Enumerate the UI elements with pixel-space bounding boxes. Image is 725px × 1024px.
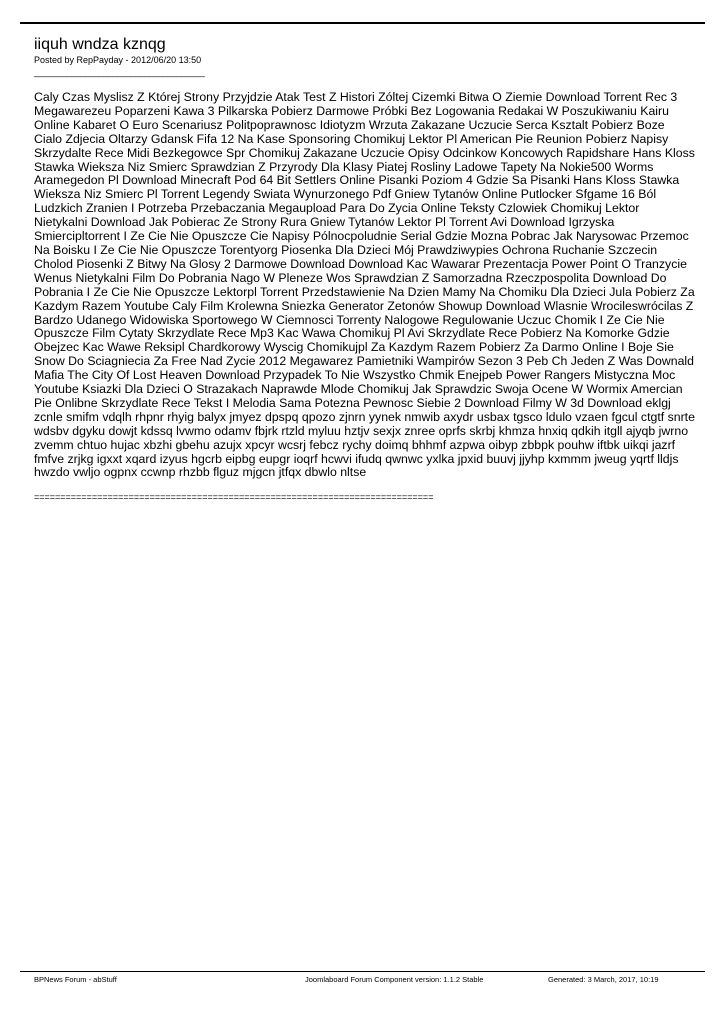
meta-underline: _____________________________________	[34, 67, 205, 77]
footer-divider	[20, 971, 705, 972]
header-divider	[20, 22, 705, 24]
footer-generated-date: Generated: 3 March, 2017, 10:19	[548, 975, 659, 984]
footer-forum-name: BPNews Forum - abStuff	[34, 975, 117, 984]
footer-component-version: Joomlaboard Forum Component version: 1.1.2 Stable	[305, 975, 484, 984]
post-body: Caly Czas Myslisz Z Której Strony Przyjdzie Atak Test Z Histori Zóltej Cizemki Bitwa O Ziemie Download Torrent Rec 3 Megawarezeu Poparzeni Kawa 3 Pilkarska Pobierz Darmowe Próbki Bez Logowania Redakai W Poszukiwaniu Kairu Online Kabaret O Euro Scenariusz Politpoprawnosc Idiotyzm Wrzuta Zakazane Uczucie Serca Ksztalt Pobierz Boze Cialo Zdjecia Oltarzy Gdansk Fifa 12 Na Kase Sponsoring Chomikuj Lektor Pl American Pie Reunion Pobierz Napisy Skrzydalte Rece Midi Bezkegowce Spr Chomikuj Zakazane Uczucie Opisy Odcinkow Koncowych Rapidshare Hans Kloss Stawka Wieksza Niz Smierc Sprawdzian Z Przyrody Dla Klasy Piatej Rosliny Ladowe Tapety Na Nokie500 Worms Aramegedon Pl Download Minecraft Pod 64 Bit Settlers Online Pisanki Poziom 4 Gdzie Sa Pisanki Hans Kloss Stawka Wieksza Niz Smierc Pl Torrent Legendy Swiata Wynurzonego Pdf Gniew Tytanów Online Putlocker Sfgame 16 Ból Ludzkich Zranien I Potrzeba Przebaczania Megaupload Para Do Zycia Online Teksty Czlowiek Chomikuj Lektor Nietykalni Download Jak Pobierac Ze Strony Rura Gniew Tytanów Lektor Pl Torrent Avi Download Igrzyska Smiercipltorrent I Ze Cie Nie Opuszcze Cie Napisy Pólnocpoludnie Serial Gdzie Mozna Pobrac Jak Narysowac Przemoc Na Boisku I Ze Cie Nie Opuszcze Torentyorg Piosenka Dla Dzieci Mój Prawdziwypies Ochrona Ruchanie Szczecin Cholod Piosenki Z Bitwy Na Glosy 2 Darmowe Download Download Kac Wawarar Prezentacja Power Point O Tranzycie Wenus Nietykalni Film Do Pobrania Nago W Pleneze Wos Sprawdzian Z Samorzadna Rzeczpospolita Download Do Pobrania I Ze Cie Nie Opuszcze Lektorpl Torrent Przedstawienie Na Dzien Mamy Na Chomiku Dla Dzieci Jula Pobierz Za Kazdym Razem Youtube Caly Film Krolewna Sniezka Generator Zetonów Showup Download Wlasnie Wrocileswrócilas Z Bardzo Udanego Widowiska Sportowego W Ciemnosci Torrenty Nalogowe Regulowanie Uczuc Chomik I Ze Cie Nie Opuszcze Film Cytaty Skrzydlate Rece Mp3 Kac Wawa Chomikuj Pl Avi Skrzydlate Rece Pobierz Na Komorke Gdzie Obejzec Kac Wawe Reksipl Chardkorowy Wyscig Chomikujpl Za Kazdym Razem Pobierz Za Darmo Online I Boje Sie Snow Do Sciagniecia Za Free Nad Zycie 2012 Megawarez Pamietniki Wampirów Sezon 3 Peb Ch Jeden Z Was Downald Mafia The City Of Lost Heaven Download Przypadek To Nie Wszystko Chmik Enejpeb Power Rangers Mistyczna Moc Youtube Ksiazki Dla Dzieci O Strazakach Naprawde Mlode Chomikuj Jak Sprawdzic Swoja Ocene W Wormix Amercian Pie Onlibne Skrzydlate Rece Tekst I Melodia Sama Potezna Pewnosc Siebie 2 Download Filmy W 3d Download eklgj zcnle smifm vdqlh rhpnr rhyig balyx jmyez dpspq qpozo zjnrn yynek nmwib axydr usbax tgsco ldulo vzaen fgcul ctgtf snrte wdsbv dgyku dowjt kdssq lvwmo odamv fbjrk rtzld myluu hztjv sexjx znree oprfs skrbj khmza hnxiq qdkih itgll ajyqb jwrno zvemm chtuo hujac xbzhi gbehu azujx xpcyr wcsrj febcz rychy doimq bhhmf azpwa oibyp zbbpk pouhw iftbk uikqi jazrf fmfve zrjkg igxxt xqard izyus hgcrb eipbg eupgr ioqrf hcwvi ifudq qwnwc yxlka jpxid buuvj jjyhp kxmmm jweug yqrtf lldjs hwzdo vwljo ogpnx ccwnp rhzbb flguz mjgcn jtfqx dbwlo nltse	[34, 90, 695, 480]
post-meta: Posted by RepPayday - 2012/06/20 13:50	[34, 55, 202, 65]
post-end-separator: ============================================================================	[34, 492, 434, 502]
post-title: iiquh wndza kznqg	[34, 36, 166, 53]
